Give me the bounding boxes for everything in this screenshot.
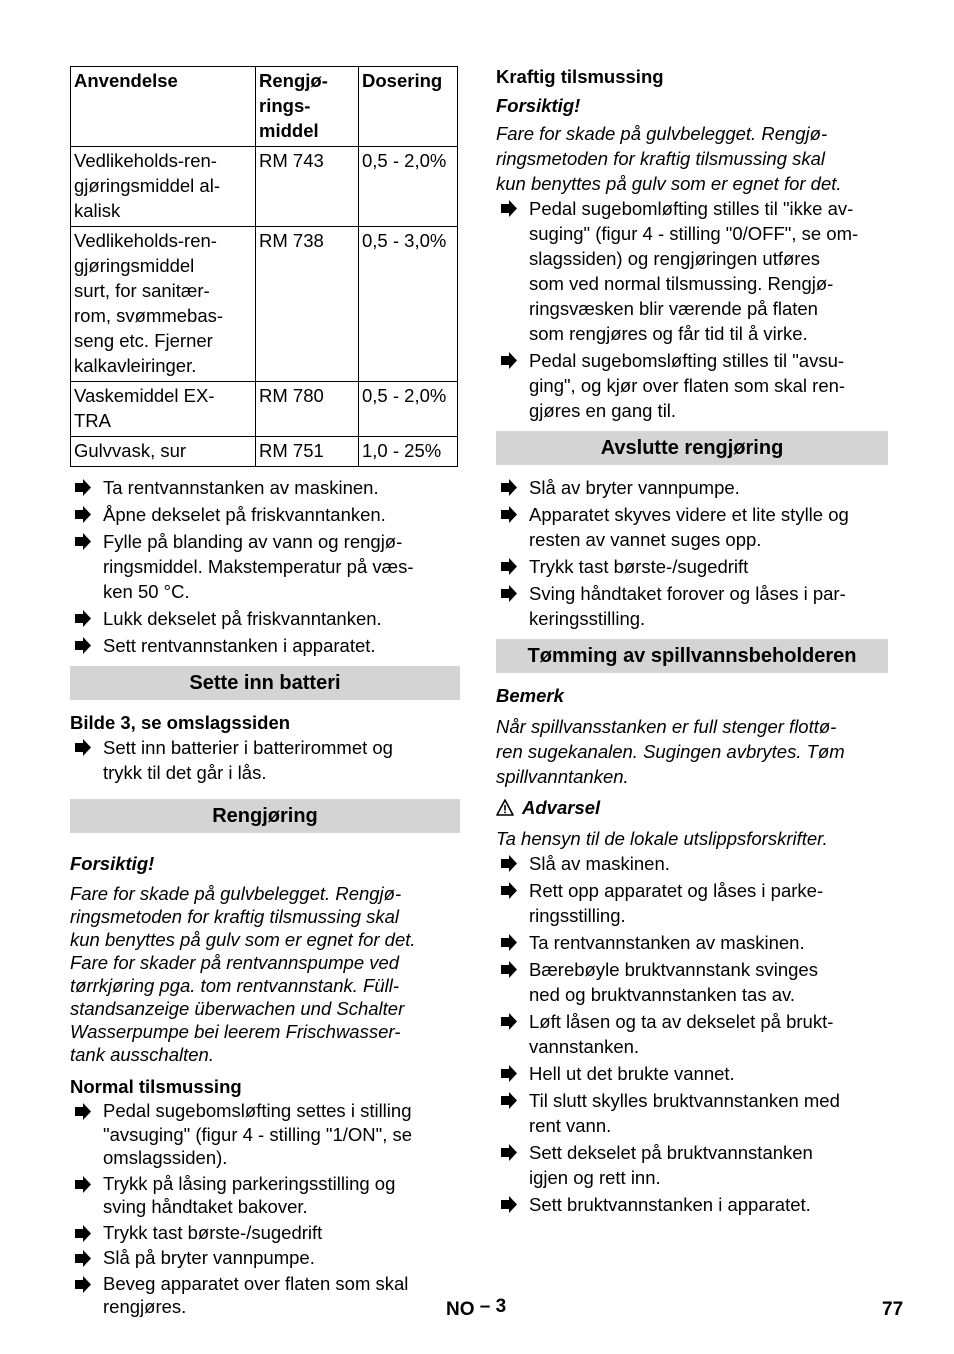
table-row <box>71 227 458 382</box>
page-number: 77 <box>882 1299 904 1320</box>
arrow-right-icon <box>497 554 519 579</box>
heavy-soiling-heading: Kraftig tilsmussing <box>496 66 664 87</box>
step-item <box>70 606 460 631</box>
arrow-right-icon <box>497 1061 519 1086</box>
step-item <box>70 1221 460 1245</box>
step-text: Slå på bryter vannpumpe. <box>103 1247 315 1268</box>
step-item <box>496 1140 888 1190</box>
table-cell: 1,0 - 25% <box>359 437 458 467</box>
arrow-right-icon <box>71 475 93 500</box>
step-item <box>496 1088 888 1138</box>
emptying-steps-list <box>496 851 888 1217</box>
table-cell: RM 780 <box>256 382 359 437</box>
arrow-right-icon <box>497 1009 519 1034</box>
arrow-right-icon <box>71 1272 93 1297</box>
step-text: Sett inn batterier i batterirommet og trykk til det går i lås. <box>103 737 393 783</box>
step-item <box>496 196 888 346</box>
section-heading-emptying: Tømming av spillvannsbeholderen <box>496 639 888 673</box>
step-item <box>496 1061 888 1086</box>
heavy-steps-list <box>496 196 888 423</box>
step-item <box>496 502 888 552</box>
table-row <box>71 147 458 227</box>
note-text: Når spillvansstanken er full stenger flottø- ren sugekanalen. Sugingen avbrytes. Tøm spillvanntanken. <box>496 716 845 787</box>
step-item <box>70 1246 460 1270</box>
table-header-cell: Anvendelse <box>71 67 256 147</box>
step-text: Beveg apparatet over flaten som skal rengjøres. <box>103 1272 409 1317</box>
arrow-right-icon <box>71 1221 93 1246</box>
arrow-right-icon <box>497 851 519 876</box>
step-item <box>70 475 460 500</box>
warning-line <box>496 795 888 820</box>
arrow-right-icon <box>497 957 519 982</box>
step-item <box>70 1172 460 1219</box>
arrow-right-icon <box>71 735 93 760</box>
note-label: Bemerk <box>496 685 564 706</box>
step-text: Løft låsen og ta av dekselet på brukt- vannstanken. <box>529 1011 834 1057</box>
step-text: Trykk tast børste-/sugedrift <box>103 1221 323 1243</box>
step-text: Pedal sugebomsløfting stilles til "avsu- ging", og kjør over flaten som skal ren- gjøres en gang til. <box>529 350 846 421</box>
step-item <box>496 475 888 500</box>
step-text: Trykk på låsing parkeringsstilling og sving håndtaket bakover. <box>103 1172 396 1217</box>
table-row <box>71 382 458 437</box>
battery-steps-list <box>70 735 460 785</box>
step-text: Apparatet skyves videre et lite stylle og resten av vannet suges opp. <box>529 504 849 550</box>
caution-text: Fare for skade på gulvbelegget. Rengjø- ringsmetoden for kraftig tilsmussing skal kun benyttes på gulv som er egnet for det. Fare for skader på rentvannspumpe ved tørrkjøring pga. tom rentvannstank. Füll- standsanzeige überwachen und Schalter Wasserpumpe bei leerem Frischwasser- tank ausschalten. <box>70 883 416 1065</box>
section-heading-cleaning: Rengjøring <box>70 799 460 833</box>
step-item <box>70 1272 460 1319</box>
step-text: Sett rentvannstanken i apparatet. <box>103 635 376 656</box>
step-item <box>496 554 888 579</box>
arrow-right-icon <box>497 878 519 903</box>
footer-language-section <box>446 1297 506 1322</box>
left-column <box>70 66 460 1321</box>
arrow-right-icon <box>497 930 519 955</box>
step-item <box>496 930 888 955</box>
table-cell: RM 751 <box>256 437 359 467</box>
cleaning-agent-table <box>70 66 458 467</box>
step-text: Ta rentvannstanken av maskinen. <box>103 477 379 498</box>
step-item <box>496 957 888 1007</box>
step-text: Sving håndtaket forover og låses i par- keringsstilling. <box>529 583 846 629</box>
step-text: Sett bruktvannstanken i apparatet. <box>529 1194 811 1215</box>
step-item <box>496 581 888 631</box>
step-item <box>70 502 460 527</box>
step-text: Slå av bryter vannpumpe. <box>529 477 740 498</box>
arrow-right-icon <box>71 1099 93 1124</box>
table-cell: Vedlikeholds-ren- gjøringsmiddel al- kalisk <box>71 147 256 227</box>
step-text: Pedal sugebomløfting stilles til "ikke av- suging" (figur 4 - stilling "0/OFF", se om- slagssiden) og rengjøringen utføres som ved normal tilsmussing. Rengjø- ringsvæsken blir værende på flaten som rengjøres og får tid til å virke. <box>529 198 859 344</box>
warning-triangle-icon <box>496 799 514 816</box>
step-item <box>496 1192 888 1217</box>
step-item <box>70 1099 460 1170</box>
arrow-right-icon <box>497 581 519 606</box>
step-text: Ta rentvannstanken av maskinen. <box>529 932 805 953</box>
step-item <box>70 529 460 604</box>
step-text: Pedal sugebomsløfting settes i stilling "avsuging" (figur 4 - stilling "1/ON", se omslagssiden). <box>103 1100 413 1168</box>
table-cell: RM 738 <box>256 227 359 382</box>
footer-language: NO <box>446 1299 475 1320</box>
arrow-right-icon <box>497 1140 519 1165</box>
step-text: Til slutt skylles bruktvannstanken med rent vann. <box>529 1090 840 1136</box>
step-text: Lukk dekselet på friskvanntanken. <box>103 608 382 629</box>
table-cell: 0,5 - 2,0% <box>359 382 458 437</box>
table-header-cell: Rengjø- rings- middel <box>256 67 359 147</box>
battery-subtitle: Bilde 3, se omslagssiden <box>70 712 291 733</box>
arrow-right-icon <box>497 475 519 500</box>
step-item <box>70 735 460 785</box>
step-item <box>496 878 888 928</box>
arrow-right-icon <box>71 1246 93 1271</box>
finish-steps-list <box>496 475 888 631</box>
table-cell: Vedlikeholds-ren- gjøringsmiddel surt, for sanitær- rom, svømmebas- seng etc. Fjerner kalkavleiringer. <box>71 227 256 382</box>
caution-label: Forsiktig! <box>70 853 155 874</box>
table-header-row <box>71 67 458 147</box>
fill-steps-list <box>70 475 460 658</box>
section-heading-finish: Avslutte rengjøring <box>496 431 888 465</box>
arrow-right-icon <box>497 1192 519 1217</box>
step-item <box>496 348 888 423</box>
warning-label: Advarsel <box>522 797 601 818</box>
caution-label: Forsiktig! <box>496 95 581 116</box>
table-row <box>71 437 458 467</box>
footer-section: – 3 <box>479 1296 507 1317</box>
arrow-right-icon <box>71 1172 93 1197</box>
table-header-cell: Dosering <box>359 67 458 147</box>
table-cell: RM 743 <box>256 147 359 227</box>
arrow-right-icon <box>71 529 93 554</box>
table-cell: 0,5 - 2,0% <box>359 147 458 227</box>
normal-soiling-heading: Normal tilsmussing <box>70 1076 242 1097</box>
arrow-right-icon <box>71 502 93 527</box>
arrow-right-icon <box>497 502 519 527</box>
table-cell: 0,5 - 3,0% <box>359 227 458 382</box>
step-text: Slå av maskinen. <box>529 853 670 874</box>
step-text: Trykk tast børste-/sugedrift <box>529 556 749 577</box>
step-text: Sett dekselet på bruktvannstanken igjen og rett inn. <box>529 1142 813 1188</box>
step-item <box>496 1009 888 1059</box>
step-text: Åpne dekselet på friskvanntanken. <box>103 504 386 525</box>
warning-text: Ta hensyn til de lokale utslippsforskrifter. <box>496 828 828 849</box>
caution-text: Fare for skade på gulvbelegget. Rengjø- ringsmetoden for kraftig tilsmussing skal kun benyttes på gulv som er egnet for det. <box>496 123 842 194</box>
arrow-right-icon <box>497 348 519 373</box>
arrow-right-icon <box>71 606 93 631</box>
table-cell: Gulvvask, sur <box>71 437 256 467</box>
step-text: Hell ut det brukte vannet. <box>529 1063 735 1084</box>
section-heading-battery: Sette inn batteri <box>70 666 460 700</box>
step-text: Bærebøyle bruktvannstank svinges ned og bruktvannstanken tas av. <box>529 959 818 1005</box>
step-item <box>496 851 888 876</box>
arrow-right-icon <box>71 633 93 658</box>
normal-steps-list <box>70 1099 460 1319</box>
right-column <box>496 66 888 1219</box>
step-text: Rett opp apparatet og låses i parke- ringsstilling. <box>529 880 824 926</box>
table-cell: Vaskemiddel EX- TRA <box>71 382 256 437</box>
arrow-right-icon <box>497 196 519 221</box>
step-item <box>70 633 460 658</box>
arrow-right-icon <box>497 1088 519 1113</box>
step-text: Fylle på blanding av vann og rengjø- ringsmiddel. Makstemperatur på væs- ken 50 °C. <box>103 531 414 602</box>
